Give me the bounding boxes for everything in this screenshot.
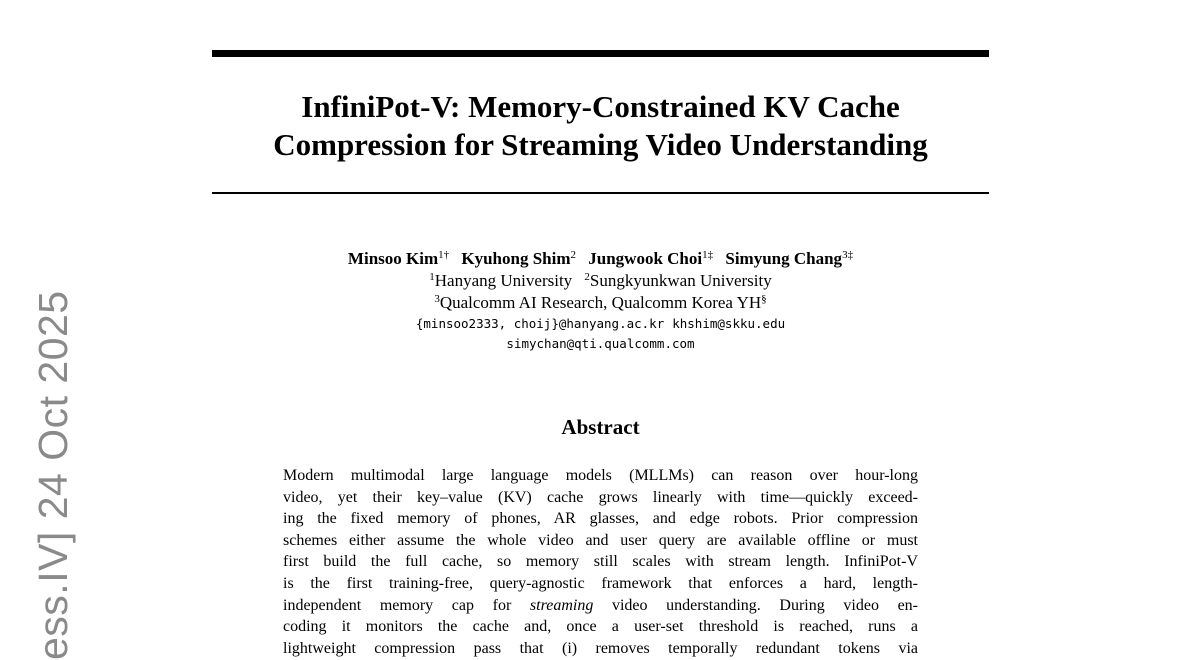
author-mark: 3‡: [842, 249, 854, 261]
paper-title: [212, 88, 989, 164]
author-mark: 1‡: [702, 249, 714, 261]
abstract-line: coding it monitors the cache and, once a user-set threshold is reached, runs a: [283, 618, 918, 636]
author: [588, 249, 713, 268]
arxiv-stamp: ess.IV] 24 Oct 2025: [30, 290, 76, 660]
abstract-line: lightweight compression pass that (i) removes temporally redundant tokens via: [283, 639, 918, 657]
author-name: Simyung Chang: [725, 249, 843, 268]
abstract-line: video, yet their key–value (KV) cache grows linearly with time—quickly exceed-: [283, 488, 918, 506]
author-mark: 1†: [438, 249, 450, 261]
abstract-line: [283, 595, 918, 617]
title-line-1: InfiniPot-V: Memory-Constrained KV Cache: [301, 89, 900, 124]
author: [725, 249, 853, 268]
author-name: Minsoo Kim: [347, 249, 439, 268]
abstract-line: Modern multimodal large language models (MLLMs) can reason over hour-long: [283, 467, 918, 484]
abstract-emphasis: streaming: [529, 596, 594, 614]
affiliation-text: Hanyang University: [434, 271, 573, 290]
abstract-line: is the first training-free, query-agnostic framework that enforces a hard, length-: [283, 574, 918, 592]
affiliation: [584, 271, 771, 290]
abstract-body: [283, 465, 918, 659]
affiliation-mark: 1: [429, 271, 435, 283]
author-block: [212, 248, 989, 354]
author-names: [212, 248, 989, 270]
author-mark: 2: [570, 249, 577, 261]
email: khshim@skku.edu: [672, 316, 786, 331]
author-name: Jungwook Choi: [588, 249, 703, 268]
title-rule: [212, 192, 989, 194]
affiliation-mark: 3: [434, 293, 440, 305]
author: [461, 249, 576, 268]
abstract-heading: Abstract: [561, 415, 640, 439]
affiliation-mark: 2: [584, 271, 590, 283]
emails-line-2: simychan@qti.qualcomm.com: [506, 336, 695, 351]
author-name: Kyuhong Shim: [461, 249, 571, 268]
affiliation-line-1: [212, 270, 989, 292]
emails-line-1: [212, 314, 989, 334]
abstract-line: ing the fixed memory of phones, AR glasses, and edge robots. Prior compression: [283, 510, 918, 528]
title-line-2: Compression for Streaming Video Understanding: [273, 127, 928, 162]
affiliation-text: Qualcomm AI Research, Qualcomm Korea YH: [439, 293, 762, 312]
affiliation-line-2: [212, 292, 989, 314]
affiliation-text: Sungkyunkwan University: [589, 271, 772, 290]
abstract-line: schemes either assume the whole video and user query are available offline or must: [283, 531, 918, 549]
author: [348, 249, 449, 268]
abstract-line: first build the full cache, so memory still scales with stream length. InfiniPot-V: [283, 553, 918, 571]
affiliation: [429, 271, 572, 290]
email: {minsoo2333, choij}@hanyang.ac.kr: [415, 316, 665, 331]
top-rule: [212, 50, 989, 57]
abstract-text: video understanding. During video en-: [593, 596, 919, 614]
abstract-text: independent memory cap for: [283, 596, 530, 614]
footnote-mark: §: [761, 293, 767, 305]
